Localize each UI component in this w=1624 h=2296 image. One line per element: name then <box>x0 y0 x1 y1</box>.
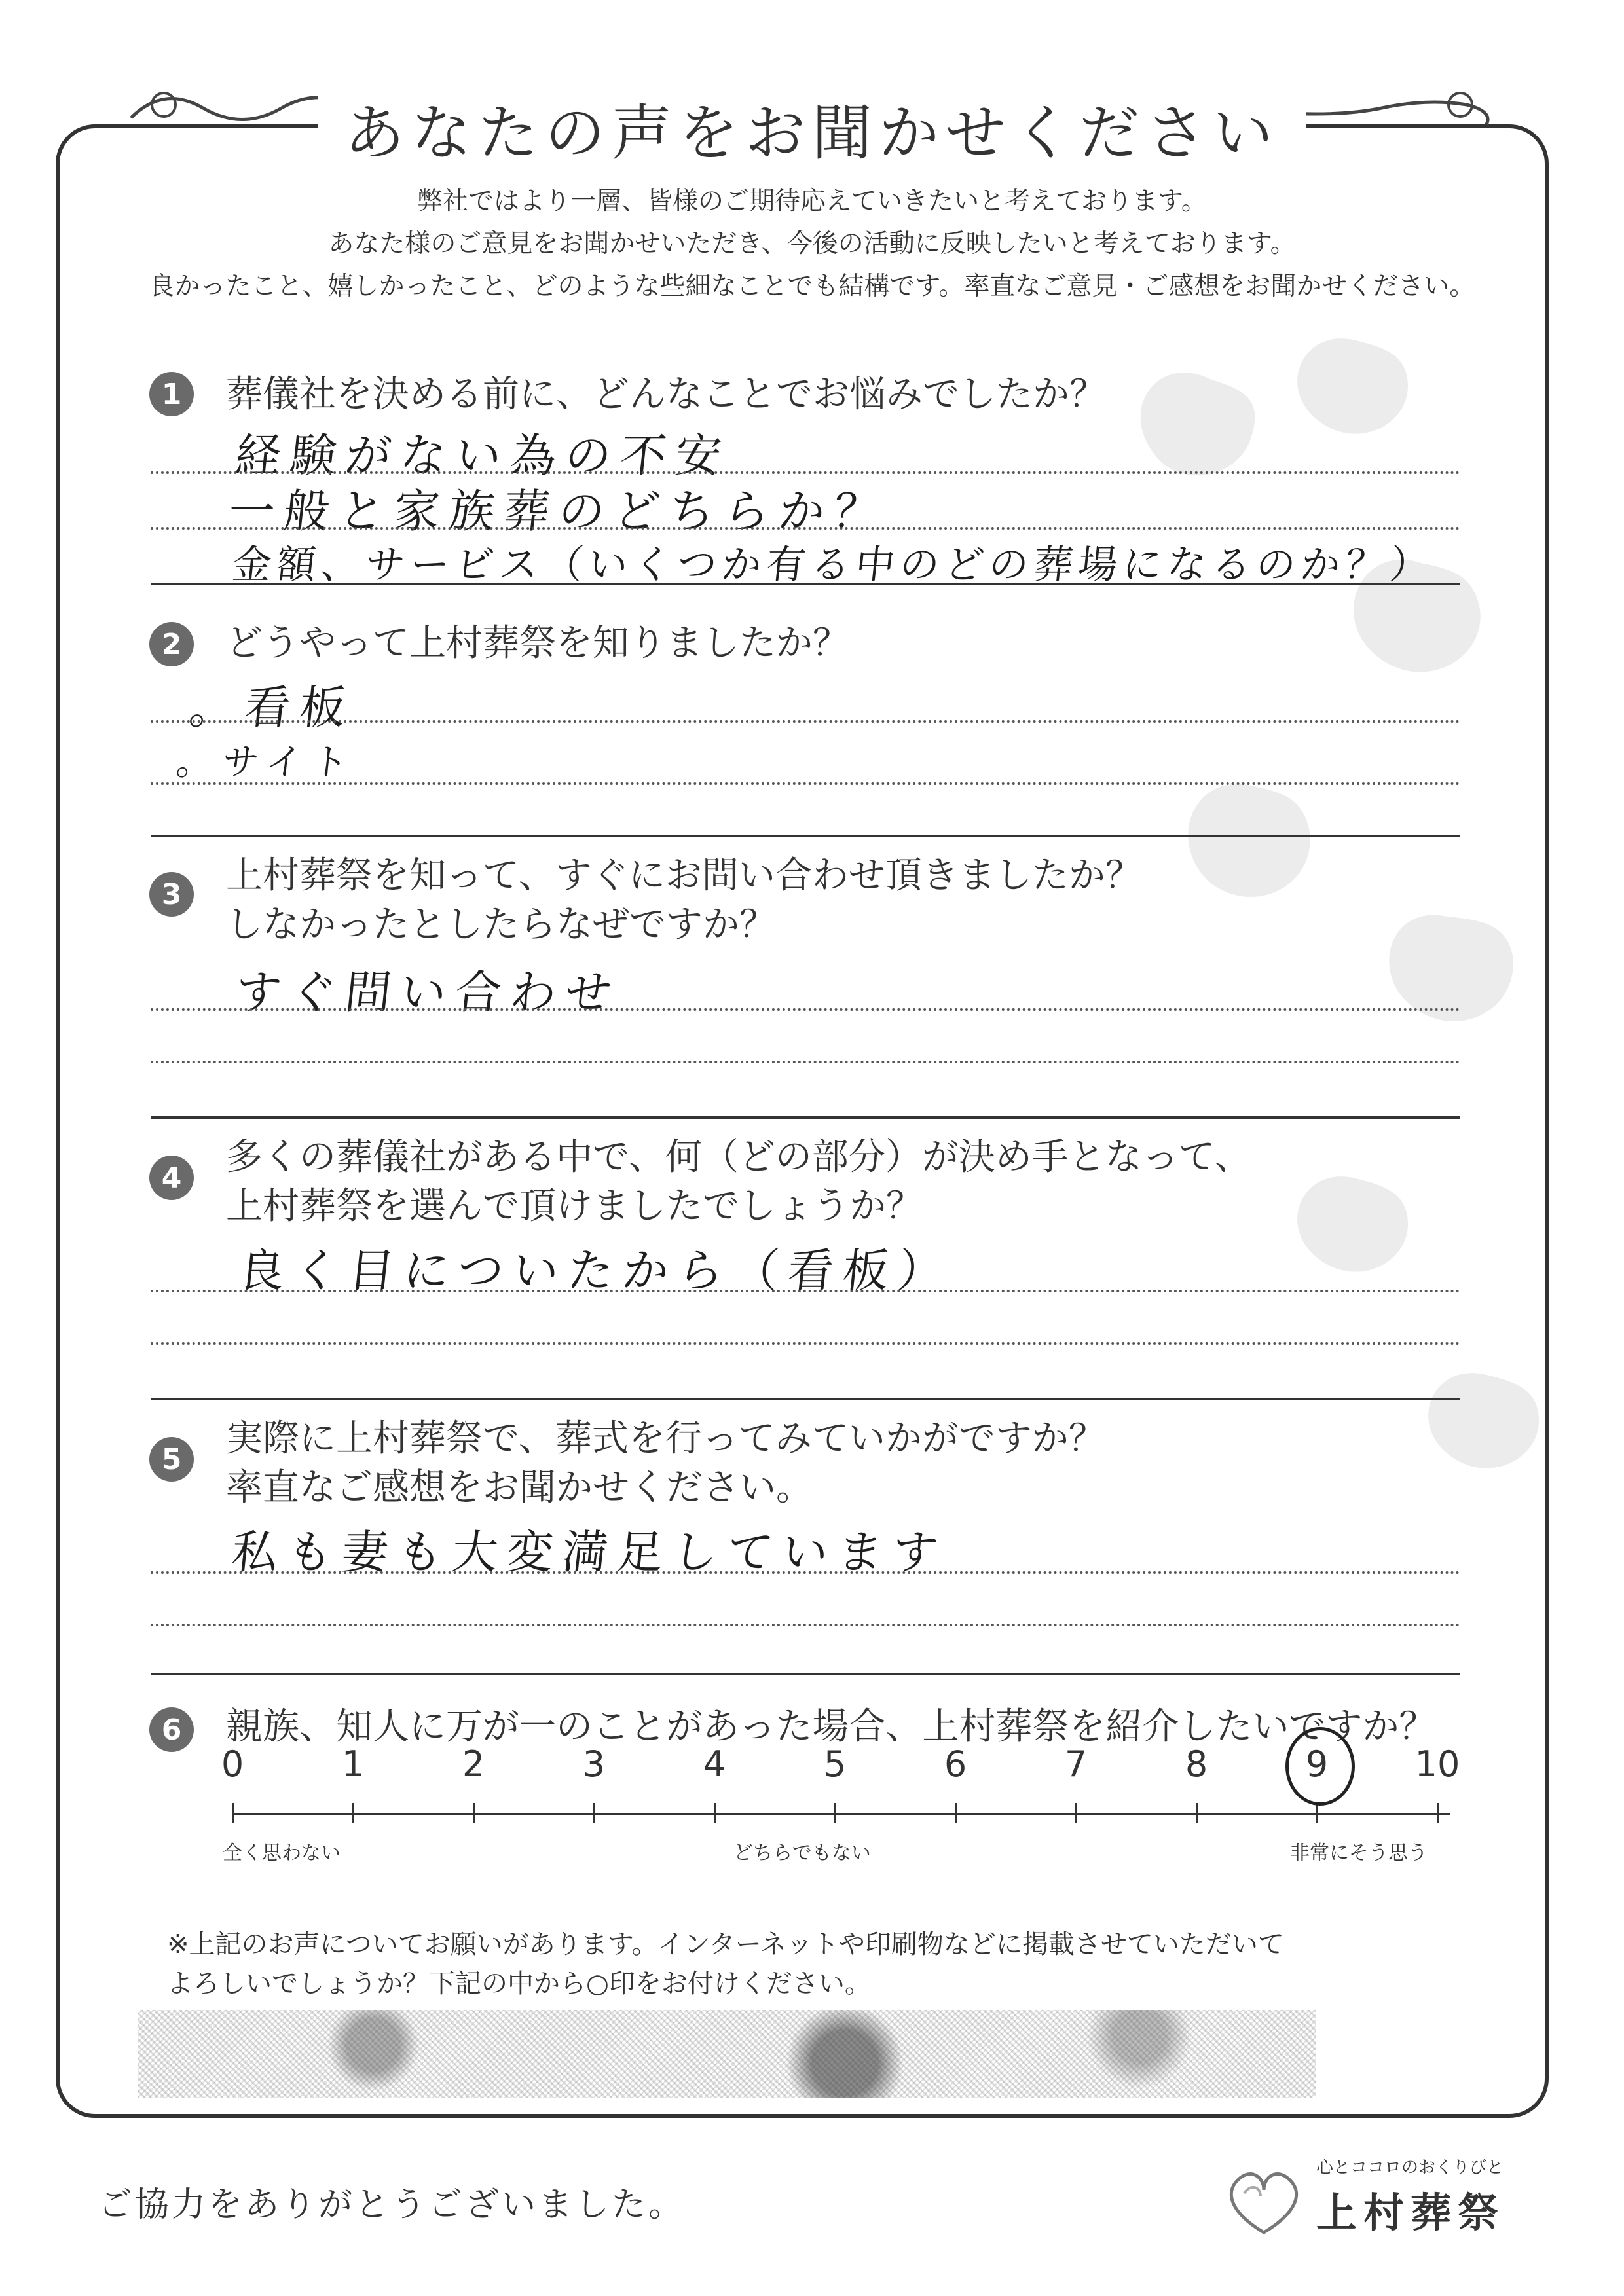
notice-line: よろしいでしょうか？下記の中から○印をお付けください。 <box>167 1969 871 1999</box>
intro-text <box>0 180 1624 308</box>
selected-rating-circle <box>1285 1727 1355 1806</box>
scale-tick-2[interactable] <box>447 1741 500 1823</box>
scale-tick-mark <box>1075 1803 1077 1823</box>
scale-tick-1[interactable] <box>327 1741 379 1823</box>
scale-tick-number: 0 <box>221 1743 244 1785</box>
scale-tick-number: 10 <box>1414 1743 1460 1785</box>
scale-label-middle: どちらでもない <box>733 1842 871 1865</box>
scale-tick-number: 8 <box>1185 1743 1208 1785</box>
logo-name: 上村葬祭 <box>1316 2189 1505 2236</box>
scale-tick-mark <box>473 1803 475 1823</box>
scale-tick-number: 6 <box>944 1743 967 1785</box>
handwritten-answer: 一般と家族葬のどちらか？ <box>226 484 892 538</box>
answer-line <box>151 1624 1460 1626</box>
question-text: 上村葬祭を知って、すぐにお問い合わせ頂きましたか？ <box>226 854 1142 897</box>
scale-tick-mark <box>1316 1803 1318 1823</box>
answer-line <box>151 471 1460 474</box>
question-number-badge: 3 <box>149 872 194 917</box>
scale-tick-number: 3 <box>582 1743 606 1785</box>
handwritten-answer: 金額、サービス（いくつか有る中のどの葬場になるのか？） <box>229 542 1437 588</box>
scale-tick-mark <box>1196 1803 1198 1823</box>
handwritten-answer: 。サイト <box>174 741 360 784</box>
scale-tick-number: 7 <box>1064 1743 1088 1785</box>
page-title: あなたの声をお聞かせください <box>318 85 1306 172</box>
scale-tick-mark <box>232 1803 234 1823</box>
question-text: 上村葬祭を選んで頂けましたでしょうか？ <box>226 1185 923 1228</box>
scale-tick-number: 1 <box>341 1743 365 1785</box>
scale-tick-6[interactable] <box>929 1741 982 1823</box>
scale-tick-mark <box>352 1803 354 1823</box>
scale-tick-mark <box>714 1803 716 1823</box>
logo-tagline: 心とココロのおくりびと <box>1316 2158 1504 2178</box>
thanks-message: ご協力をありがとうございました。 <box>98 2185 686 2225</box>
scale-tick-8[interactable] <box>1170 1741 1223 1823</box>
question-number-badge: 6 <box>149 1707 194 1752</box>
answer-line <box>151 527 1460 530</box>
handwritten-answer: 。看板 <box>187 681 358 735</box>
section-divider <box>151 1398 1460 1400</box>
scale-tick-mark <box>955 1803 957 1823</box>
scale-tick-number: 4 <box>703 1743 726 1785</box>
answer-line <box>151 782 1460 785</box>
answer-line <box>151 1061 1460 1063</box>
section-divider <box>151 583 1460 585</box>
section-divider <box>151 1673 1460 1675</box>
scale-tick-mark <box>834 1803 836 1823</box>
question-text: 実際に上村葬祭で、葬式を行ってみていかがですか？ <box>226 1417 1105 1460</box>
answer-line <box>151 1290 1460 1292</box>
scale-tick-number: 9 <box>1305 1743 1329 1785</box>
intro-line: 弊社ではより一層、皆様のご期待応えていきたいと考えております。 <box>417 187 1207 216</box>
question-text: どうやって上村葬祭を知りましたか？ <box>226 622 849 665</box>
scale-tick-3[interactable] <box>568 1741 620 1823</box>
answer-line <box>151 1008 1460 1011</box>
question-text: 率直なご感想をお聞かせください。 <box>226 1467 813 1509</box>
question-text: 葬儀社を決める前に、どんなことでお悩みでしたか？ <box>226 373 1106 416</box>
scale-tick-4[interactable] <box>688 1741 741 1823</box>
question-number-badge: 4 <box>149 1156 194 1200</box>
handwritten-answer: すぐ問い合わせ <box>232 966 623 1019</box>
handwritten-answer: 経験がない為の不安 <box>232 429 733 483</box>
answer-line <box>151 1342 1460 1345</box>
scale-tick-0[interactable] <box>206 1741 259 1823</box>
intro-line: あなた様のご意見をお聞かせいただき、今後の活動に反映したいと考えております。 <box>328 229 1296 259</box>
publication-notice <box>167 1925 1284 2003</box>
heart-logo-icon <box>1225 2167 1303 2239</box>
scale-tick-mark <box>593 1803 595 1823</box>
scale-tick-number: 2 <box>462 1743 485 1785</box>
answer-line <box>151 1571 1460 1574</box>
question-number-badge: 5 <box>149 1437 194 1482</box>
handwritten-answer: 良く目についたから（看板） <box>236 1244 956 1298</box>
rating-scale <box>221 1741 1460 1872</box>
intro-line: 良かったこと、嬉しかったこと、どのような些細なことでも結構です。率直なご意見・ご感想をお聞かせください。 <box>149 272 1475 301</box>
scale-label-left: 全く思わない <box>223 1842 341 1865</box>
redacted-consent-area <box>138 2010 1316 2098</box>
section-divider <box>151 1116 1460 1119</box>
notice-line: ※上記のお声についてお願いがあります。インターネットや印刷物などに掲載させていただいて <box>167 1929 1284 1959</box>
section-divider <box>151 835 1460 837</box>
scale-label-right: 非常にそう思う <box>1290 1842 1428 1865</box>
scale-tick-mark <box>1437 1803 1439 1823</box>
question-text: 親族、知人に万が一のことがあった場合、上村葬祭を紹介したいですか？ <box>226 1705 1436 1748</box>
background-petal-decoration <box>1080 327 1539 1571</box>
question-text: しなかったとしたらなぜですか？ <box>226 903 776 946</box>
handwritten-answer: 私も妻も大変満足しています <box>229 1525 950 1579</box>
question-number-badge: 1 <box>149 372 194 416</box>
scale-tick-number: 5 <box>823 1743 847 1785</box>
title-area <box>0 85 1624 172</box>
question-text: 多くの葬儀社がある中で、何（どの部分）が決め手となって、 <box>226 1136 1251 1178</box>
scale-tick-10[interactable] <box>1411 1741 1464 1823</box>
company-logo <box>1225 2154 1539 2246</box>
question-number-badge: 2 <box>149 622 194 666</box>
scale-tick-5[interactable] <box>809 1741 861 1823</box>
scale-tick-7[interactable] <box>1050 1741 1102 1823</box>
answer-line <box>151 720 1460 723</box>
